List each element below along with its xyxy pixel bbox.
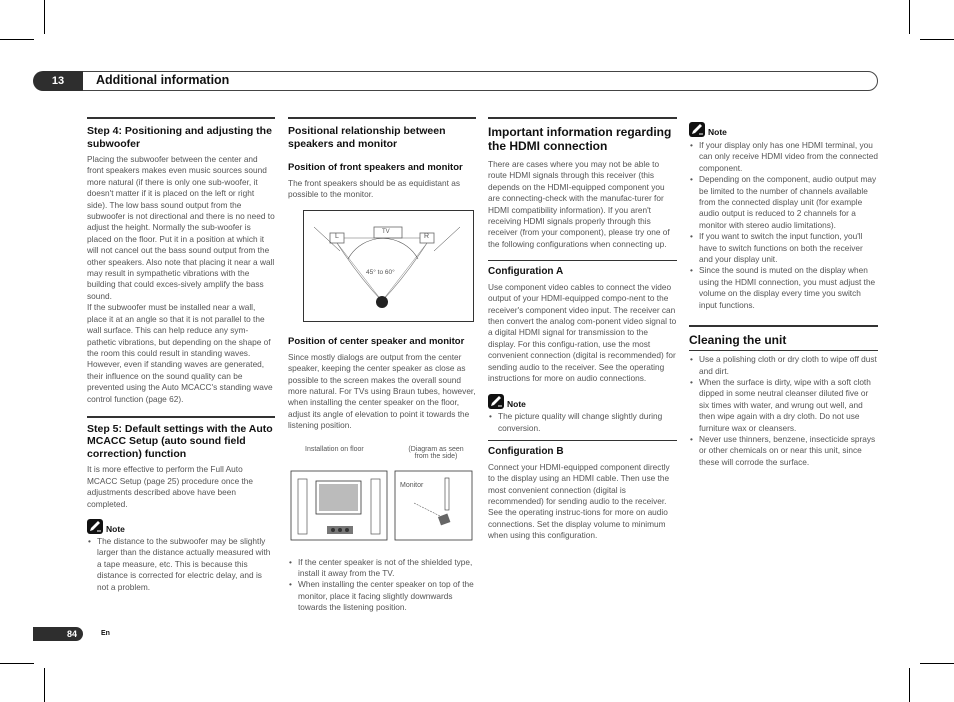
front-speakers-body: The front speakers should be as equidistant as possible to the monitor. bbox=[288, 178, 461, 200]
center-speaker-diagram bbox=[288, 442, 476, 550]
front-speakers-heading: Position of front speakers and monitor bbox=[288, 162, 463, 173]
crop-mark bbox=[920, 663, 954, 664]
section-rule bbox=[488, 260, 677, 261]
config-a-body: Use component video cables to connect the video output of your HDMI-equipped compo-nent to the receiver's component video input. The receiver can then convert the analog com-ponent video signal to a digital HDMI signal for transmission to the display. For this configu-ration, use the most convenient connection (digital is recommended) for sending audio to the receiver. See the operating instructions for more on audio connections. bbox=[488, 281, 677, 383]
positional-heading: Positional relationship between speakers and monitor bbox=[288, 125, 446, 150]
config-b-body: Connect your HDMI-equipped component directly to the display using an HDMI cable. Then use the most convenient connection (digital is recommended) for sending audio to the receiver. See the operating instruc-tions for more on audio connections. Set the display volume to minimum when using this configuration. bbox=[488, 461, 670, 541]
section-rule bbox=[689, 325, 878, 327]
crop-mark bbox=[44, 0, 45, 34]
chapter-number: 13 bbox=[33, 71, 83, 91]
note-block bbox=[87, 519, 275, 534]
config-b-heading: Configuration B bbox=[488, 446, 564, 458]
tip-item: • If the center speaker is not of the shielded type, install it away from the TV. bbox=[298, 557, 476, 580]
note-label: Note bbox=[106, 524, 125, 535]
tip-item: • When installing the center speaker on top of the monitor, place it facing slightly downwards towards the listening position. bbox=[298, 579, 476, 613]
column-2 bbox=[288, 117, 476, 614]
note-item: • Depending on the component, audio output may be limited to the number of channels available from the connected display unit (for example audio output is reduced to 2 channels for a monitor with stereo audio limitations). bbox=[699, 174, 878, 231]
hdmi-intro: There are cases where you may not be able to route HDMI signals through this receiver (this depends on the HDMI-equipped component you are connecting-check with the manufac-turer for HDMI compatibility information). If you aren't receiving HDMI signals properly through this receiver (from your component), please try one of the following configurations when connecting up. bbox=[488, 159, 670, 249]
cleaning-list bbox=[689, 354, 878, 468]
cleaning-item: • When the surface is dirty, wipe with a soft cloth dipped in some neutral cleanser diluted five or six times with water, and wrung out well, and then wipe again with a dry cloth. Do not use furniture wax or cleansers. bbox=[699, 377, 878, 434]
column-4 bbox=[689, 122, 878, 468]
angle-label: 45° to 60° bbox=[366, 268, 395, 276]
tv-label: TV bbox=[382, 228, 390, 235]
crop-mark bbox=[920, 39, 954, 40]
step5-body: It is more effective to perform the Full Auto MCACC Setup (page 25) procedure once the adjustments described above have been completed. bbox=[87, 464, 254, 509]
crop-mark bbox=[909, 668, 910, 702]
step4-heading: Step 4: Positioning and adjusting the subwoofer bbox=[87, 125, 272, 150]
section-rule bbox=[288, 117, 476, 119]
crop-mark bbox=[0, 39, 34, 40]
step4-body: Placing the subwoofer between the center and front speakers makes even music sources sound more natural (if there is only one sub-woofer, it doesn't matter if it is placed on the left or right side). The low bass sound output from the subwoofer is not directional and there is no need to adjust the height. Normally the sub-woofer is placed on the floor. Put it in a position at which it will not cancel out the bass sound output from the other speakers. Also note that placing it near a wall may result in sympathetic vibrations with the building that could exces-sively amplify the bass sound. bbox=[87, 154, 275, 301]
note-icon bbox=[689, 122, 705, 137]
page-number: 84 bbox=[33, 627, 83, 641]
side-view-caption: (Diagram as seen from the side) bbox=[408, 445, 464, 460]
note-icon bbox=[87, 519, 103, 534]
note-list bbox=[87, 536, 275, 593]
center-speaker-tips bbox=[288, 557, 476, 614]
cleaning-item: • Use a polishing cloth or dry cloth to wipe off dust and dirt. bbox=[699, 354, 878, 377]
front-speaker-diagram bbox=[303, 210, 474, 322]
floor-caption: Installation on floor bbox=[305, 445, 364, 453]
note-icon bbox=[488, 394, 504, 409]
page-title: Additional information bbox=[96, 73, 230, 87]
center-speaker-body: Since mostly dialogs are output from the center speaker, keeping the center speaker as close as possible to the screen makes the overall sound more natural. For TVs using Braun tubes, however, when installing the center speaker on the floor, adjust its angle of elevation to point it towards the listening position. bbox=[288, 351, 476, 431]
column-3 bbox=[488, 117, 677, 542]
note-list bbox=[488, 411, 677, 434]
crop-mark bbox=[0, 663, 34, 664]
note-block bbox=[488, 394, 677, 409]
section-rule bbox=[689, 350, 878, 351]
left-speaker-label: L bbox=[335, 232, 339, 240]
step4-body-2: If the subwoofer must be installed near a wall, place it at an angle so that it is not parallel to the wall surface. This can help reduce any sym-pathetic vibrations, but depending on the shape of the room this could result in standing waves. However, even if standing waves are generated, their influence on the sound quality can be prevented using the Auto MCACC's standing wave control function (page 62). bbox=[87, 302, 273, 404]
language-code: En bbox=[101, 630, 110, 637]
step5-heading: Step 5: Default settings with the Auto MCACC Setup (auto sound field correction) function bbox=[87, 422, 273, 460]
note-item: • The distance to the subwoofer may be slightly larger than the distance actually measured with a tape measure, etc. This is because this distance is corrected for electric delay, and is not a problem. bbox=[97, 536, 275, 593]
note-item: • Since the sound is muted on the display when using the HDMI connection, you must adjust the volume on the display every time you switch input functions. bbox=[699, 265, 878, 311]
monitor-label: Monitor bbox=[400, 481, 424, 489]
hdmi-heading: Important information regarding the HDMI connection bbox=[488, 125, 672, 153]
note-block bbox=[689, 122, 878, 137]
cleaning-heading: Cleaning the unit bbox=[689, 333, 787, 348]
section-rule bbox=[87, 416, 275, 418]
center-speaker-heading: Position of center speaker and monitor bbox=[288, 335, 465, 347]
crop-mark bbox=[44, 668, 45, 702]
note-label: Note bbox=[708, 127, 727, 137]
note-item: • The picture quality will change slightly during conversion. bbox=[498, 411, 677, 434]
note-list bbox=[689, 140, 878, 311]
column-1 bbox=[87, 117, 275, 593]
right-speaker-label: R bbox=[424, 232, 430, 240]
section-rule bbox=[488, 117, 677, 119]
crop-mark bbox=[909, 0, 910, 34]
note-label: Note bbox=[507, 399, 526, 410]
section-rule bbox=[87, 117, 275, 119]
note-item: • If you want to switch the input function, you'll have to switch functions on both the receiver and your display unit. bbox=[699, 231, 878, 265]
note-item: • If your display only has one HDMI terminal, you can only receive HDMI video from the connected component. bbox=[699, 140, 878, 174]
cleaning-item: • Never use thinners, benzene, insecticide sprays or other chemicals on or near this unit, since these will corrode the surface. bbox=[699, 434, 878, 468]
section-rule bbox=[488, 440, 677, 441]
config-a-heading: Configuration A bbox=[488, 266, 564, 278]
